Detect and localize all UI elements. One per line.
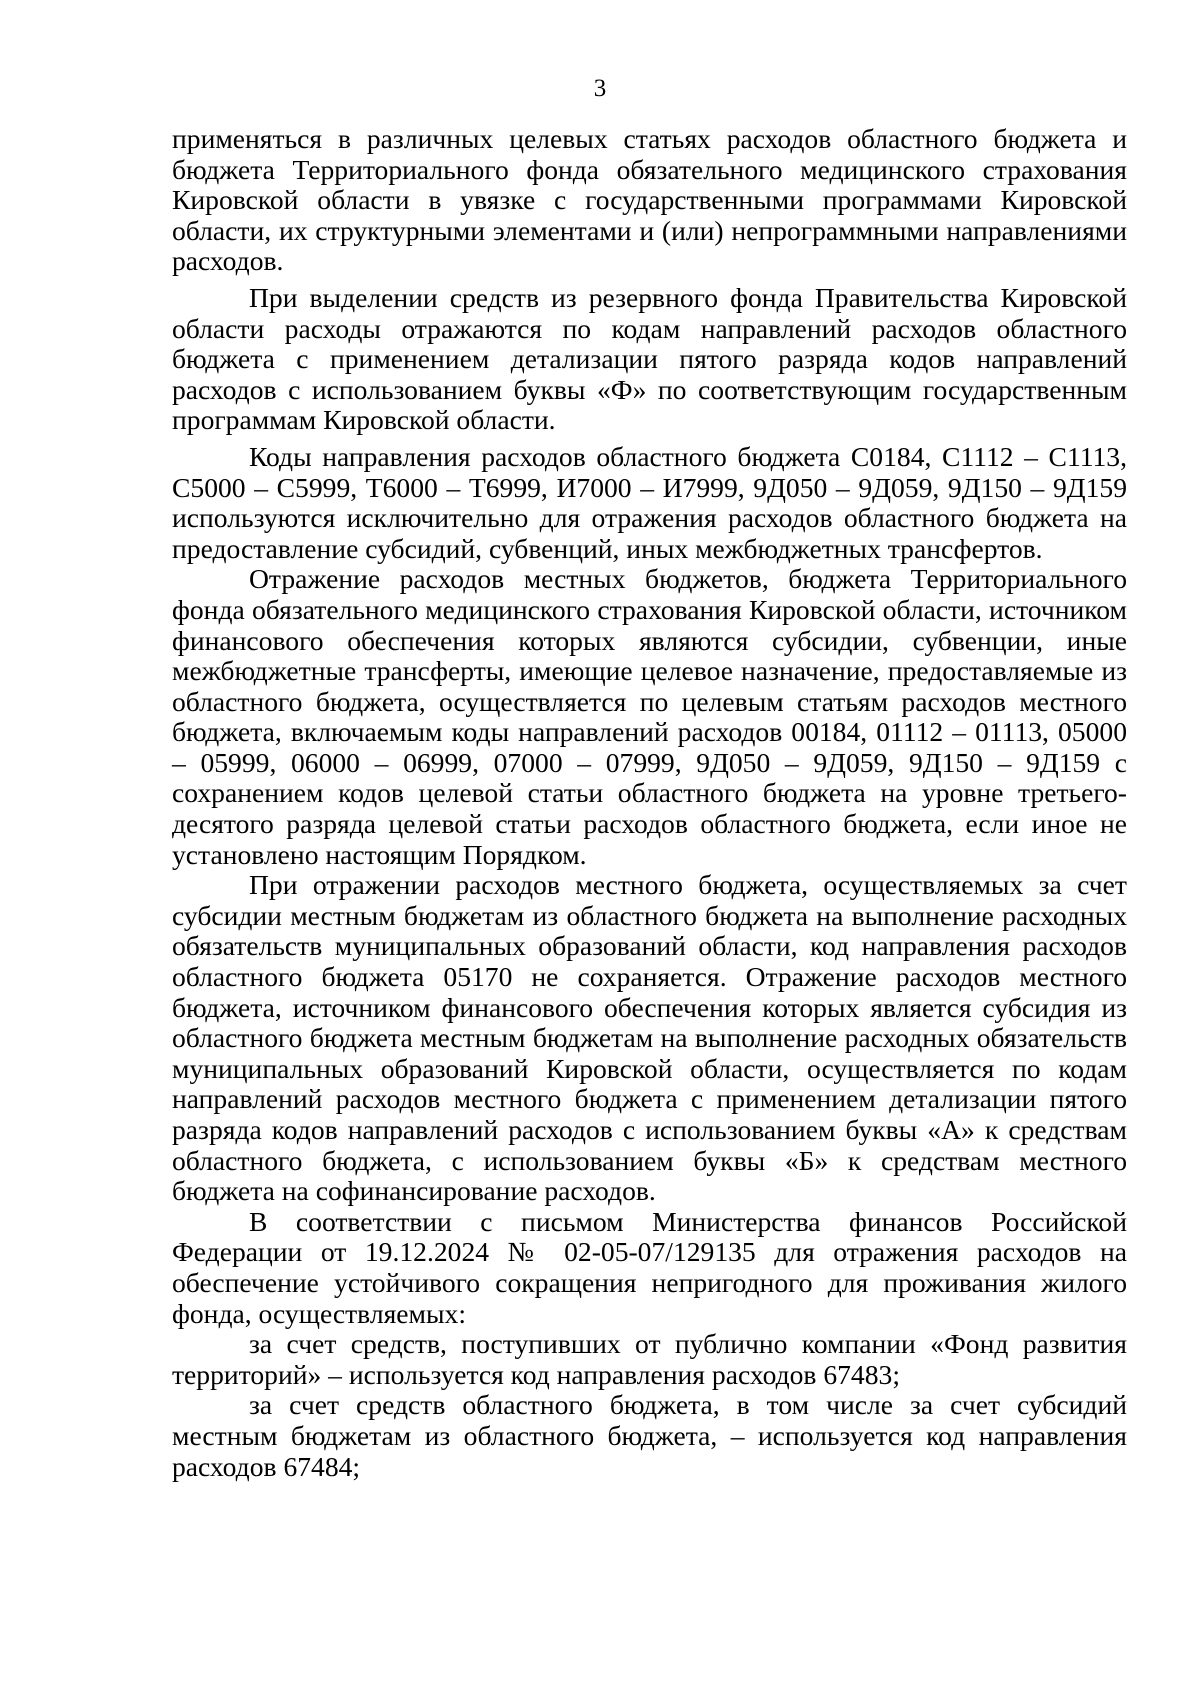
paragraph-expense-codes: Коды направления расходов областного бюджета С0184, С1112 – С1113, С5000 – С5999, Т6000 – Т6999, И7000 – И7999, 9Д050 – 9Д059, 9Д150 – 9Д159 используются исключительно для отражения расходов областного бюджета на предоставление субсидий, субвенций, иных межбюджетных трансфертов. xyxy=(172,440,1127,564)
page-number: 3 xyxy=(593,75,607,102)
paragraph-subsidy-reflection: При отражении расходов местного бюджета, осуществляемых за счет субсидии местным бюджетам из областного бюджета на выполнение расходных обязательств муниципальных образований области, код направления расходов областного бюджета 05170 не сохраняется. Отражение расходов местного бюджета, источником финансового обеспечения которых является субсидия из областного бюджета местным бюджетам на выполнение расходных обязательств муниципальных образований Кировской области, осуществляется по кодам направлений расходов местного бюджета с применением детализации пятого разряда кодов направлений расходов с использованием буквы «А» к средствам областного бюджета, с использованием буквы «Б» к средствам местного бюджета на софинансирование расходов. xyxy=(172,869,1127,1207)
list-item-regional-budget: за счет средств областного бюджета, в том числе за счет субсидий местным бюджетам из областного бюджета, – используется код направления расходов 67484; xyxy=(172,1389,1127,1482)
paragraph-local-budgets: Отражение расходов местных бюджетов, бюджета Территориального фонда обязательного медицинского страхования Кировской области, источником финансового обеспечения которых являются субсидии, субвенции, иные межбюджетные трансферты, имеющие целевое назначение, предоставляемые из областного бюджета, осуществляется по целевым статьям расходов местного бюджета, включаемым коды направлений расходов 00184, 01112 – 01113, 05000 – 05999, 06000 – 06999, 07000 – 07999, 9Д050 – 9Д059, 9Д150 – 9Д159 с сохранением кодов целевой статьи областного бюджета на уровне третьего-десятого разряда целевой статьи расходов областного бюджета, если иное не установлено настоящим Порядком. xyxy=(172,563,1127,870)
document-body xyxy=(172,124,1127,1482)
paragraph-continuation: применяться в различных целевых статьях расходов областного бюджета и бюджета Территориального фонда обязательного медицинского страхования Кировской области в увязке с государственными программами Кировской области, их структурными элементами и (или) непрограммными направлениями расходов. xyxy=(172,123,1127,277)
paragraph-ministry-letter: В соответствии с письмом Министерства финансов Российской Федерации от 19.12.2024 № 02-05-07/129135 для отражения расходов на обеспечение устойчивого сокращения непригодного для проживания жилого фонда, осуществляемых: xyxy=(172,1205,1127,1329)
paragraph-reserve-fund: При выделении средств из резервного фонда Правительства Кировской области расходы отражаются по кодам направлений расходов областного бюджета с применением детализации пятого разряда кодов направлений расходов с использованием буквы «Ф» по соответствующим государственным программам Кировской области. xyxy=(172,281,1127,436)
list-item-fund-territories: за счет средств, поступивших от публично компании «Фонд развития территорий» – используется код направления расходов 67483; xyxy=(172,1328,1127,1390)
